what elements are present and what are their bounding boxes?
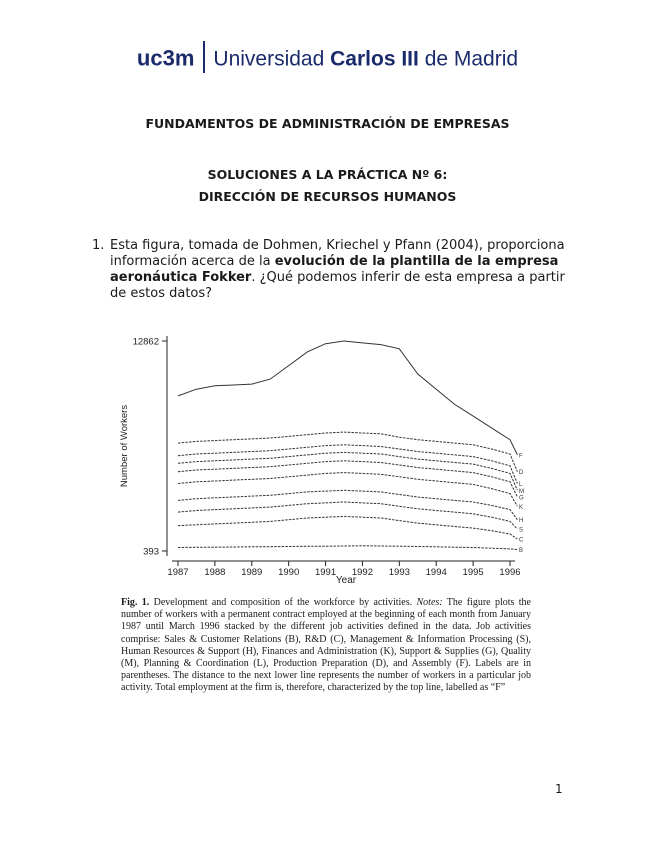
series-label-H: H (519, 518, 524, 525)
question-text-bold: evolución de la plantilla de la empresa aeronáutica Fokker (110, 254, 559, 285)
series-line-S (178, 502, 517, 529)
series-line-C (178, 516, 517, 539)
y-axis-label: Number of Workers (119, 404, 130, 488)
x-tick-label: 1996 (499, 567, 521, 578)
x-tick-label: 1989 (241, 567, 263, 578)
figure-caption (121, 597, 531, 695)
x-tick-label: 1994 (425, 567, 447, 578)
series-label-M: M (519, 488, 524, 495)
series-line-F (178, 341, 517, 455)
page-number: 1 (555, 782, 563, 796)
x-tick-label: 1992 (351, 567, 374, 578)
series-line-H (178, 490, 517, 519)
series-label-L: L (519, 482, 523, 489)
x-tick-label: 1995 (462, 567, 484, 578)
logo-mark: uc3m (136, 45, 195, 71)
x-axis-label: Year (335, 575, 357, 586)
caption-text-b: The figure plots the number of workers with a permanent contract employed at the beginning of each month from January 1987 until March 1996 stacked by the different job activities defined in the data. Job activities comprise: Sales & Customer Relations (B), R&D (C), Management & Information Processing (S), Human Resources & Support (H), Finances and Administration (K), Support & Supplies (G), Quality (M), Planning & Coordination (L), Production Preparation (D), and Assembly (F). Labels are in parentheses. The distance to the next lower line represents the number of workers in a particular job activity. Total employment at the firm is, therefore, characterized by the top line, labelled as “F” (121, 597, 531, 694)
x-tick-label: 1993 (388, 567, 410, 578)
y-tick-label: 393 (143, 546, 159, 558)
caption-label: Fig. 1. (121, 597, 150, 608)
solutions-title: SOLUCIONES A LA PRÁCTICA Nº 6: (207, 167, 448, 182)
x-tick-label: 1988 (204, 567, 226, 578)
series-label-F: F (519, 453, 523, 460)
course-title: FUNDAMENTOS DE ADMINISTRACIÓN DE EMPRESAS (145, 116, 510, 131)
series-label-G: G (519, 495, 524, 502)
question-text-a: Esta figura, tomada de Dohmen, Kriechel y Pfann (2004), proporciona información acerca de la (110, 238, 565, 269)
series-line-D (178, 432, 517, 472)
series-label-D: D (519, 470, 524, 477)
caption-note-label: Notes: (416, 597, 443, 608)
series-line-M (178, 452, 517, 490)
question-number: 1. (92, 238, 105, 253)
caption-text-a: Development and composition of the workforce by activities. (149, 597, 417, 608)
question-text-b: . ¿Qué podemos inferir de esta empresa a partir de estos datos? (110, 270, 565, 301)
y-tick-label: 12862 (132, 336, 159, 348)
x-tick-label: 1991 (314, 567, 337, 578)
series-label-K: K (519, 504, 524, 511)
x-tick-label: 1987 (167, 567, 189, 578)
topic-title: DIRECCIÓN DE RECURSOS HUMANOS (198, 189, 457, 204)
chart-lines (178, 341, 517, 550)
logo-name-light: Universidad (213, 47, 325, 71)
chart-labels (519, 453, 524, 554)
series-line-B (178, 546, 517, 550)
series-label-C: C (519, 537, 524, 544)
series-line-G (178, 461, 517, 497)
series-line-L (178, 445, 517, 484)
logo-name-tail: de Madrid (424, 47, 519, 71)
x-tick-label: 1990 (278, 567, 300, 578)
series-label-B: B (519, 548, 524, 555)
series-label-S: S (519, 527, 524, 534)
logo-name-bold: Carlos III (330, 47, 419, 71)
chart-axes (119, 336, 524, 586)
